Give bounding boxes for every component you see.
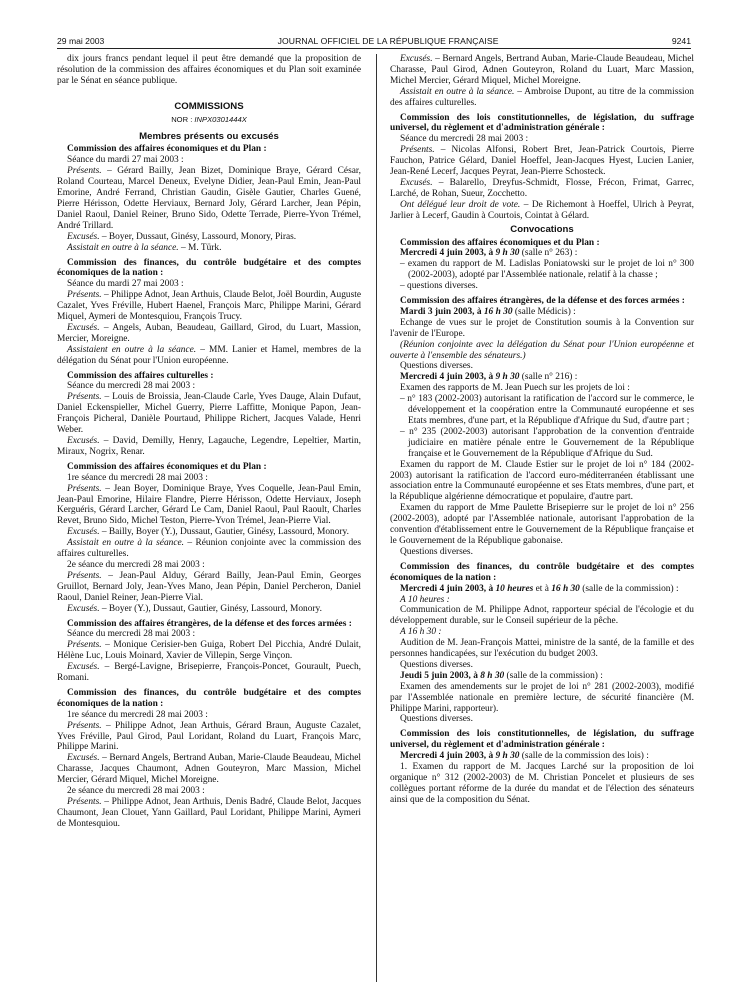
- b1-presents: Présents. – Gérard Bailly, Jean Bizet, Dominique Braye, Gérard César, Roland Courteau, Marcel Deneux, Evelyne Didier, Jean-Paul Emin, Jean-Paul Emorine, André Ferrand, Christian Gaudin, Gisèle Gautier, Charles Guené, Pierre Hérisson, Odette Herviaux, Bernard Joly, Gérard Larcher, Jean Pépin, Daniel Raoul, Daniel Reiner, Bruno Sido, Odette Terrade, Pierre-Yvon Trémel, André Trillard.: [57, 166, 361, 231]
- c2-item-1: – n° 183 (2002-2003) autorisant la ratification de l'accord sur le commerce, le développement et la coopération entre la Communauté européenne et ses Etats membres, d'une part, et la République d'Afrique du Sud, d'autre part ;: [400, 394, 694, 426]
- c1-item-2: – questions diverses.: [400, 281, 478, 292]
- c1-item-1: – examen du rapport de M. Ladislas Poniatowski sur le projet de loi n° 300 (2002-2003), adopté par l'Assemblée nationale, relatif à la chasse ;: [400, 259, 694, 281]
- r2-delegue: Ont délégué leur droit de vote. – De Richemont à Hoeffel, Ulrich à Peyrat, Jarlier à Lecerf, Gaudin à Courtois, Cointat à Gélard.: [390, 199, 694, 221]
- r1-excuses: Excusés. – Bernard Angels, Bertrand Auban, Marie-Claude Beaudeau, Michel Charasse, Paul Girod, Adnen Gouteyron, Roland du Luart, Marc Massion, Michel Mercier, Gérard Miquel, Michel Moreigne.: [390, 54, 694, 86]
- b6-excuses1: Excusés. – Bernard Angels, Bertrand Auban, Marie-Claude Beaudeau, Michel Charasse, Jacques Chaumont, Adnen Gouteyron, Marc Massion, Michel Mercier, Gérard Miquel, Michel Moreigne.: [57, 753, 361, 786]
- b1-seance: Séance du mardi 27 mai 2003 :: [67, 155, 184, 166]
- c2-paragraph-2: Examen des rapports de M. Jean Puech sur les projets de loi :: [400, 383, 630, 394]
- b2-seance: Séance du mardi 27 mai 2003 :: [67, 279, 184, 290]
- right-column: [390, 54, 694, 806]
- c3-questions-1: Questions diverses.: [400, 659, 473, 670]
- b6-heading: Commission des finances, du contrôle budgétaire et des comptes économiques de la nation :: [57, 687, 361, 709]
- b4-presents1: Présents. – Jean Boyer, Dominique Braye, Yves Coquelle, Jean-Paul Emin, Jean-Paul Emorine, Hilaire Flandre, Pierre Hérisson, Odette Herviaux, Joseph Kerguéris, Gérard Larcher, Gérard Le Cam, Daniel Raoul, Paul Raoult, Charles Revet, Bruno Sido, Michel Teston, Pierre-Yvon Trémel, Jean-Pierre Vial.: [57, 483, 361, 527]
- nor-reference: NOR : INPX0301444X: [171, 114, 247, 124]
- c3-questions-2: Questions diverses.: [400, 714, 473, 725]
- c4-paragraph-1: 1. Examen du rapport de M. Jacques Larché sur la proposition de loi organique n° 312 (2002-2003) de M. Christian Poncelet et plusieurs de ses collègues portant réforme de la durée du mandat et de l'élection des sénateurs ainsi que de la composition du Sénat.: [390, 762, 694, 805]
- b5-heading: Commission des affaires étrangères, de la défense et des forces armées :: [67, 618, 352, 629]
- c2-questions-1: Questions diverses.: [400, 361, 473, 372]
- c2-heading: Commission des affaires étrangères, de la défense et des forces armées :: [400, 296, 685, 307]
- c2-questions-2: Questions diverses.: [400, 546, 473, 557]
- r1-assistait: Assistait en outre à la séance. – Ambroise Dupont, au titre de la commission des affaires culturelles.: [390, 86, 694, 108]
- c3-date-2: Jeudi 5 juin 2003, à 8 h 30 (salle de la commission) :: [400, 670, 603, 681]
- b2-heading: Commission des finances, du contrôle budgétaire et des comptes économiques de la nation :: [57, 257, 361, 279]
- c3-paragraph-1: Communication de M. Philippe Adnot, rapporteur spécial de l'écologie et du développement durable, sur le Conseil supérieur de la pêche.: [390, 605, 694, 627]
- c2-date-1: Mardi 3 juin 2003, à 16 h 30 (salle Médicis) :: [400, 306, 576, 317]
- nor-value: INPX0301444X: [194, 114, 247, 124]
- page-header: [57, 28, 691, 49]
- r2-heading: Commission des lois constitutionnelles, de législation, du suffrage universel, du règlement et d'administration générale :: [390, 112, 694, 134]
- b5-excuses: Excusés. – Bergé-Lavigne, Brisepierre, François-Poncet, Gourault, Puech, Romani.: [57, 662, 361, 684]
- b2-excuses: Excusés. – Angels, Auban, Beaudeau, Gaillard, Girod, du Luart, Massion, Mercier, Moreigne.: [57, 322, 361, 344]
- b6-presents2: Présents. – Philippe Adnot, Jean Arthuis, Denis Badré, Claude Belot, Jacques Chaumont, Jean Clouet, Yann Gaillard, Paul Loridant, Philippe Marini, Aymeri de Montesquiou.: [57, 797, 361, 829]
- c2-date-2: Mercredi 4 juin 2003, à 9 h 30 (salle n° 216) :: [400, 372, 578, 383]
- c4-heading: Commission des lois constitutionnelles, de législation, du suffrage universel, du règlement et d'administration générale :: [390, 729, 694, 751]
- b4-presents2: Présents. – Jean-Paul Alduy, Gérard Bailly, Jean-Paul Emin, Georges Gruillot, Bernard Joly, Jean-Yves Mano, Jean Pépin, Daniel Percheron, Daniel Raoul, Daniel Reiner, Jean-Pierre Vial.: [57, 570, 361, 603]
- r2-excuses: Excusés. – Balarello, Dreyfus-Schmidt, Flosse, Frécon, Frimat, Garrec, Larché, de Rohan, Sueur, Zocchetto.: [390, 177, 694, 199]
- b2-assistaient: Assistaient en outre à la séance. – MM. Lanier et Hamel, membres de la délégation du Sénat pour l'Union européenne.: [57, 344, 361, 366]
- page-number: 9241: [671, 36, 691, 46]
- c2-paragraph-1: Echange de vues sur le projet de Constitution soumis à la Convention sur l'avenir de l'Europe.: [390, 317, 694, 339]
- journal-title: JOURNAL OFFICIEL DE LA RÉPUBLIQUE FRANÇAISE: [277, 36, 499, 46]
- convocations-title: Convocations: [510, 223, 574, 235]
- b6-seance1: 1re séance du mercredi 28 mai 2003 :: [67, 709, 208, 720]
- c3-at-16: A 16 h 30 :: [400, 627, 442, 638]
- c3-heading: Commission des finances, du contrôle budgétaire et des comptes économiques de la nation :: [390, 561, 694, 583]
- b3-heading: Commission des affaires culturelles :: [67, 370, 214, 381]
- b3-presents: Présents. – Louis de Broissia, Jean-Claude Carle, Yves Dauge, Alain Dufaut, Daniel Eckenspieller, Michel Guerry, Pierre Laffitte, Monique Papon, Jean-François Picheral, Danièle Pourtaud, Philippe Richert, Jacques Valade, Henri Weber.: [57, 392, 361, 436]
- c3-paragraph-2: Audition de M. Jean-François Mattei, ministre de la santé, de la famille et des personnes handicapées, sur l'exécution du budget 2003.: [390, 638, 694, 660]
- c4-date: Mercredi 4 juin 2003, à 9 h 30 (salle de la commission des lois) :: [400, 751, 649, 762]
- left-column: [57, 54, 361, 830]
- b4-excuses1: Excusés. – Bailly, Boyer (Y.), Dussaut, Gautier, Ginésy, Lassourd, Monory.: [67, 527, 349, 538]
- header-date: 29 mai 2003: [57, 36, 105, 46]
- c1-date: Mercredi 4 juin 2003, à 9 h 30 (salle n° 263) :: [400, 248, 578, 259]
- c3-at-10: A 10 heures :: [400, 594, 450, 605]
- membres-title: Membres présents ou excusés: [139, 130, 279, 142]
- b4-seance1: 1re séance du mercredi 28 mai 2003 :: [67, 472, 208, 483]
- b5-presents: Présents. – Monique Cerisier-ben Guiga, Robert Del Picchia, André Dulait, Hélène Luc, Louis Moinard, Xavier de Villepin, Serge Vinçon.: [57, 640, 361, 662]
- c2-paragraph-3: Examen du rapport de M. Claude Estier sur le projet de loi n° 184 (2002-2003) autorisant la ratification de l'accord euro-méditerranéen établissant une association entre la Communauté européenne et ses Etats membres, d'une part, et la République algérienne démocratique et populaire, d'autre part.: [390, 459, 694, 503]
- b5-seance: Séance du mercredi 28 mai 2003 :: [67, 629, 196, 640]
- r2-presents: Présents. – Nicolas Alfonsi, Robert Bret, Jean-Patrick Courtois, Pierre Fauchon, Patrice Gélard, Daniel Hoeffel, Jean-Jacques Hyest, Lucien Lanier, Jean-René Lecerf, Jacques Peyrat, Jean-Pierre Schosteck.: [390, 145, 694, 178]
- b4-excuses2: Excusés. – Boyer (Y.), Dussaut, Gautier, Ginésy, Lassourd, Monory.: [67, 603, 322, 614]
- b3-excuses: Excusés. – David, Demilly, Henry, Lagauche, Legendre, Lepeltier, Martin, Miraux, Nogrix, Renar.: [57, 436, 361, 457]
- c3-date-1: Mercredi 4 juin 2003, à 10 heures et à 16 h 30 (salle de la commission) :: [400, 583, 679, 594]
- b2-presents: Présents. – Philippe Adnot, Jean Arthuis, Claude Belot, Joël Bourdin, Auguste Cazalet, Yves Fréville, Hubert Haenel, François Marc, Philippe Marini, Gérard Miquel, Aymeri de Montesquiou, François Trucy.: [57, 290, 362, 323]
- b4-heading: Commission des affaires économiques et du Plan :: [67, 461, 267, 472]
- b1-excuses: Excusés. – Boyer, Dussaut, Ginésy, Lassourd, Monory, Piras.: [67, 231, 297, 242]
- b4-assistait: Assistait en outre à la séance. – Réunion conjointe avec la commission des affaires culturelles.: [57, 538, 361, 560]
- c2-item-2: – n° 235 (2002-2003) autorisant l'approbation de la convention d'entraide judiciaire en matière pénale entre le Gouvernement de la République française et le Gouvernement de la République d'Afrique du Sud.: [400, 426, 694, 459]
- c3-paragraph-3: Examen des amendements sur le projet de loi n° 281 (2002-2003), modifié par l'Assemblée nationale en première lecture, de sécurité financière (M. Philippe Marini, rapporteur).: [390, 681, 694, 714]
- b6-presents1: Présents. – Philippe Adnot, Jean Arthuis, Gérard Braun, Auguste Cazalet, Yves Fréville, Paul Girod, Paul Loridant, Roland du Luart, François Marc, Philippe Marini.: [57, 720, 361, 753]
- c1-heading: Commission des affaires économiques et du Plan :: [400, 237, 600, 248]
- r2-seance: Séance du mercredi 28 mai 2003 :: [400, 134, 529, 145]
- commissions-title: COMMISSIONS: [174, 100, 244, 112]
- intro-paragraph: dix jours francs pendant lequel il peut être demandé que la proposition de résolution de la commission des affaires économiques et du Plan soit examinée par le Sénat en séance publique.: [57, 54, 361, 86]
- c2-paragraph-4: Examen du rapport de Mme Paulette Brisepierre sur le projet de loi n° 256 (2002-2003), adopté par l'Assemblée nationale, autorisant l'approbation de la convention d'établissement entre le Gouvernement de la République française et le Gouvernement de la République gabonaise.: [390, 503, 694, 546]
- b6-seance2: 2e séance du mercredi 28 mai 2003 :: [67, 786, 205, 797]
- c2-paragraph-1-note: (Réunion conjointe avec la délégation du Sénat pour l'Union européenne et ouverte à l'ensemble des sénateurs.): [390, 339, 694, 361]
- column-divider: [376, 54, 377, 982]
- b1-heading: Commission des affaires économiques et du Plan :: [67, 144, 267, 155]
- b3-seance: Séance du mercredi 28 mai 2003 :: [67, 381, 196, 392]
- b4-seance2: 2e séance du mercredi 28 mai 2003 :: [67, 559, 205, 570]
- b1-assistait: Assistait en outre à la séance. – M. Türk.: [67, 242, 222, 253]
